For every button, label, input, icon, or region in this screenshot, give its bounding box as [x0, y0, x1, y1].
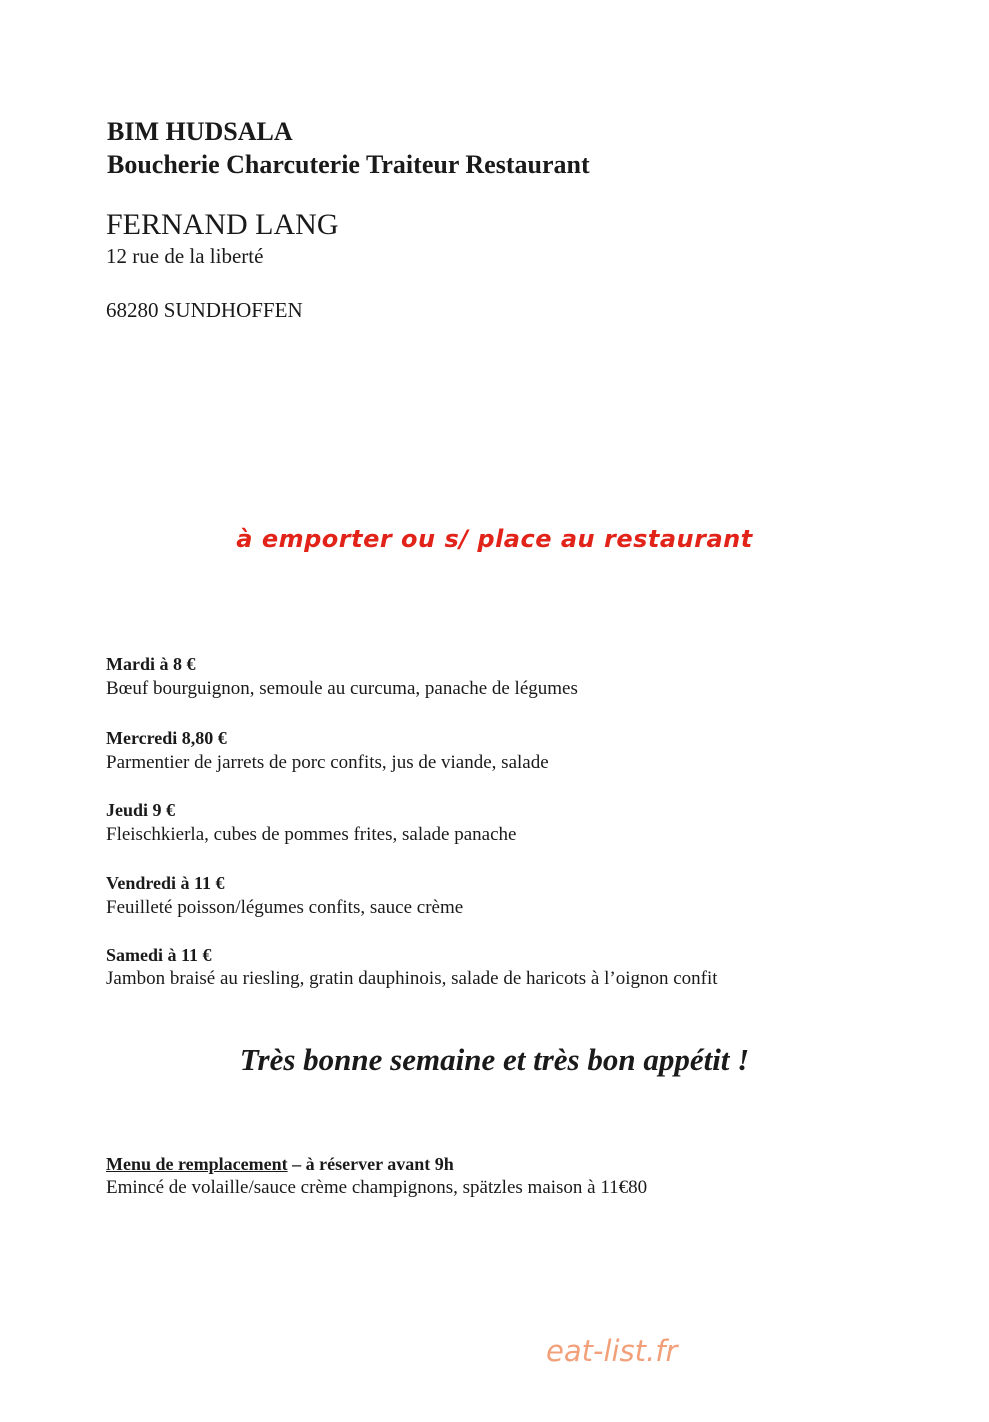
alternative-menu-dish: Emincé de volaille/sauce crème champignons, spätzles maison à 11€80: [106, 1177, 648, 1198]
menu-day-label: Jeudi 9 €: [106, 800, 176, 820]
alternative-menu-note: – à réserver avant 9h: [287, 1154, 454, 1174]
menu-day-label: Mardi à 8 €: [106, 654, 196, 674]
menu-day-dish: Jambon braisé au riesling, gratin dauphinois, salade de haricots à l’oignon confit: [106, 968, 718, 989]
menu-day-label: Samedi à 11 €: [106, 945, 212, 965]
menu-day-dish: Bœuf bourguignon, semoule au curcuma, panache de légumes: [106, 678, 578, 699]
closing-message: Très bonne semaine et très bon appétit !: [239, 1042, 750, 1077]
alternative-menu-title: Menu de remplacement: [106, 1154, 288, 1174]
menu-day-dish: Fleischkierla, cubes de pommes frites, salade panache: [106, 824, 517, 845]
alternative-menu-heading: [106, 1152, 454, 1176]
takeaway-note: à emporter ou s/ place au restaurant: [236, 525, 753, 553]
watermark: eat-list.fr: [546, 1334, 678, 1368]
address-city: 68280 SUNDHOFFEN: [106, 298, 303, 322]
address-street: 12 rue de la liberté: [106, 244, 264, 268]
menu-day-label: Vendredi à 11 €: [106, 873, 225, 893]
business-name: BIM HUDSALA: [107, 117, 293, 146]
menu-day-label: Mercredi 8,80 €: [106, 728, 227, 748]
menu-day-dish: Parmentier de jarrets de porc confits, jus de viande, salade: [106, 752, 549, 773]
menu-day-dish: Feuilleté poisson/légumes confits, sauce crème: [106, 897, 464, 918]
owner-name: FERNAND LANG: [106, 208, 339, 241]
business-type: Boucherie Charcuterie Traiteur Restaurant: [107, 150, 590, 179]
